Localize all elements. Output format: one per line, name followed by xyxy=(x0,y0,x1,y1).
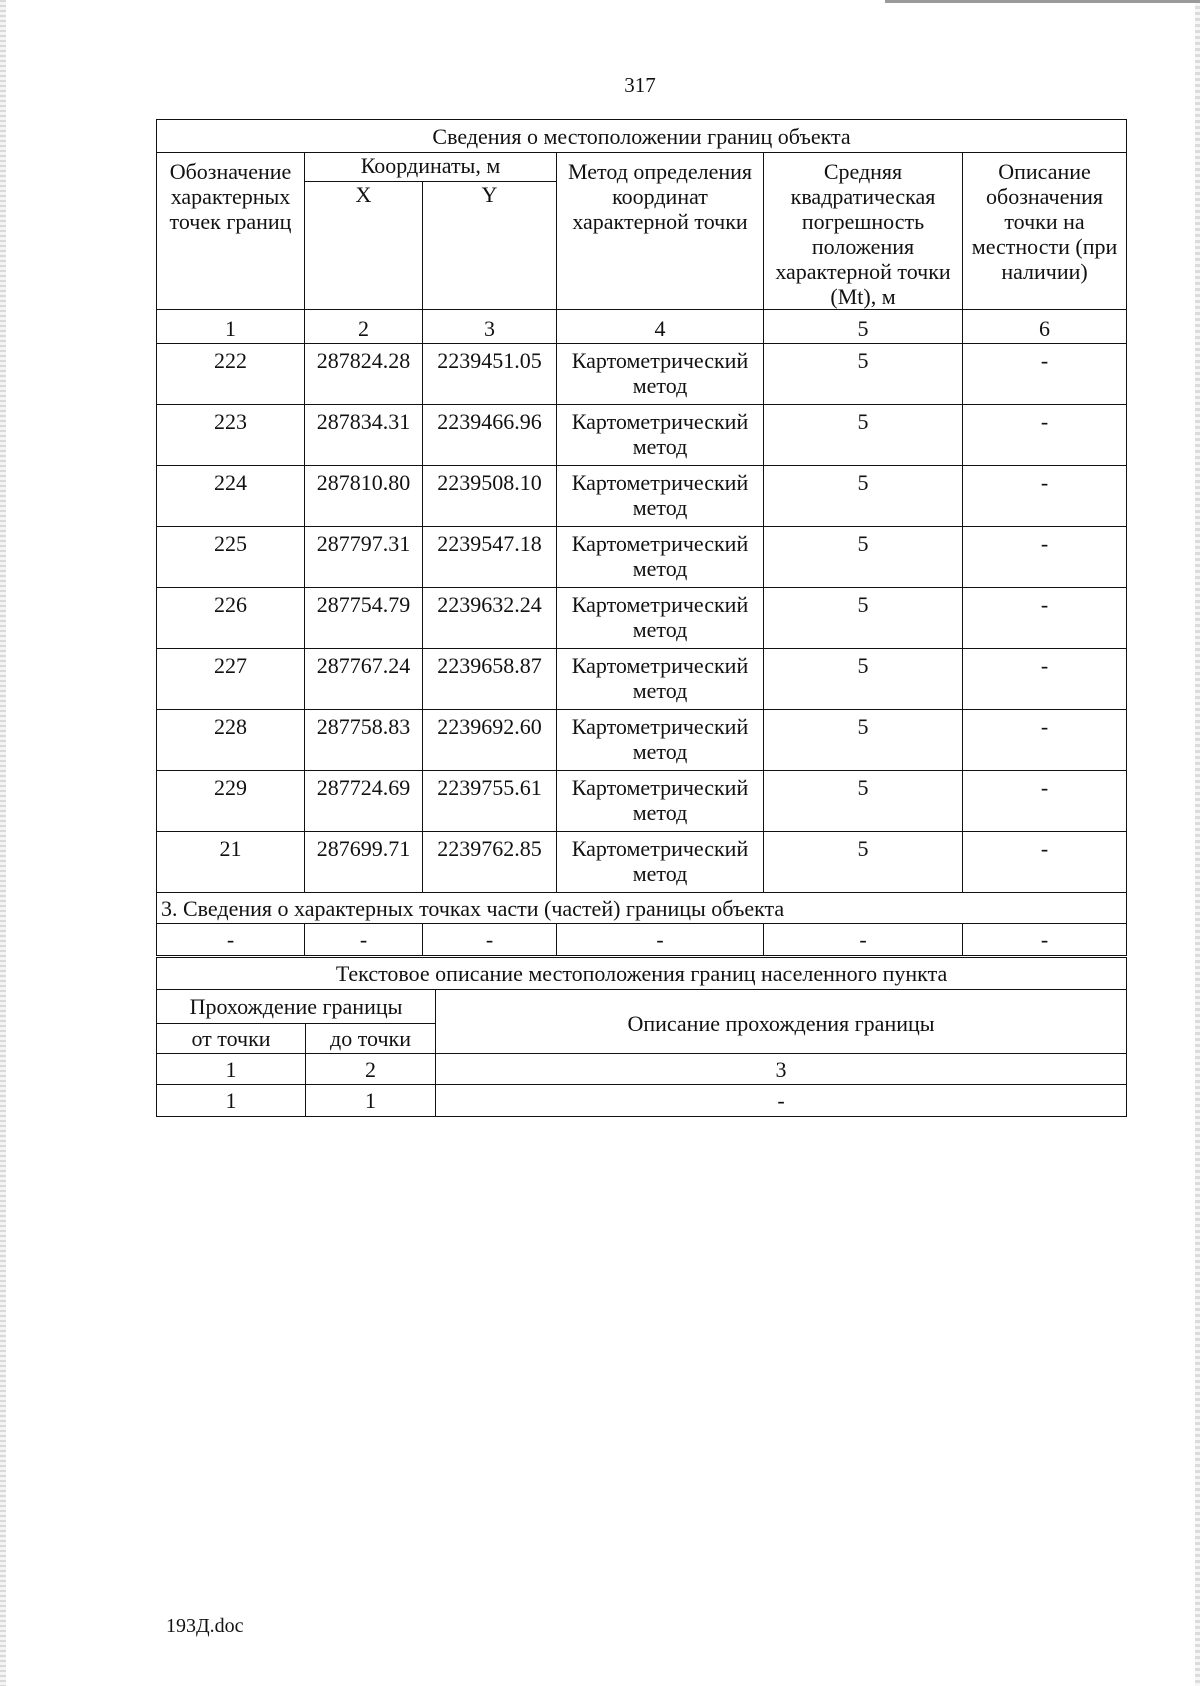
empty-cell: - xyxy=(423,924,557,956)
header-error: Средняя квадратическая погрешность положения характерной точки (Mt), м xyxy=(764,153,963,310)
section-3-title: 3. Сведения о характерных точках части (частей) границы объекта xyxy=(157,893,1127,924)
coord-y: 2239466.96 xyxy=(423,405,557,466)
coord-x: 287797.31 xyxy=(305,527,423,588)
method-text: Картометрический метод xyxy=(571,409,749,459)
method xyxy=(557,710,764,771)
method xyxy=(557,588,764,649)
empty-cell: - xyxy=(305,924,423,956)
point-id: 223 xyxy=(157,405,305,466)
scan-top-edge xyxy=(885,0,1200,3)
coord-x: 287767.24 xyxy=(305,649,423,710)
coord-y: 2239658.87 xyxy=(423,649,557,710)
header-from-point: от точки xyxy=(157,1024,306,1054)
method xyxy=(557,527,764,588)
error: 5 xyxy=(764,771,963,832)
point-id: 225 xyxy=(157,527,305,588)
method xyxy=(557,771,764,832)
table-row xyxy=(157,771,1127,832)
method xyxy=(557,405,764,466)
document-filename: 193Д.doc xyxy=(166,1615,244,1637)
table-row xyxy=(157,832,1127,893)
coord-y: 2239762.85 xyxy=(423,832,557,893)
header-point: Обозначение характерных точек границ xyxy=(157,153,305,310)
coord-x: 287699.71 xyxy=(305,832,423,893)
point-id: 228 xyxy=(157,710,305,771)
coord-x: 287758.83 xyxy=(305,710,423,771)
point-description: - xyxy=(963,344,1127,405)
method xyxy=(557,649,764,710)
scan-left-edge xyxy=(0,0,6,1686)
column-number: 2 xyxy=(306,1054,436,1085)
scan-right-edge xyxy=(1195,0,1200,1686)
column-number: 3 xyxy=(423,310,557,344)
coord-x: 287724.69 xyxy=(305,771,423,832)
method-text: Картометрический метод xyxy=(571,592,749,642)
coord-y: 2239547.18 xyxy=(423,527,557,588)
coord-x: 287810.80 xyxy=(305,466,423,527)
header-to-point: до точки xyxy=(306,1024,436,1054)
column-number: 2 xyxy=(305,310,423,344)
method-text: Картометрический метод xyxy=(571,470,749,520)
coord-x: 287754.79 xyxy=(305,588,423,649)
method xyxy=(557,344,764,405)
error: 5 xyxy=(764,466,963,527)
header-x: X xyxy=(305,182,423,310)
coord-y: 2239755.61 xyxy=(423,771,557,832)
method-text: Картометрический метод xyxy=(571,836,749,886)
point-id: 229 xyxy=(157,771,305,832)
empty-cell: - xyxy=(764,924,963,956)
point-id: 21 xyxy=(157,832,305,893)
point-id: 226 xyxy=(157,588,305,649)
coord-y: 2239508.10 xyxy=(423,466,557,527)
header-y: Y xyxy=(423,182,557,310)
header-method: Метод определения координат характерной точки xyxy=(557,153,764,310)
error: 5 xyxy=(764,649,963,710)
header-passage-description: Описание прохождения границы xyxy=(436,990,1127,1054)
to-point: 1 xyxy=(306,1085,436,1117)
column-number: 3 xyxy=(436,1054,1127,1085)
table-title: Сведения о местоположении границ объекта xyxy=(157,120,1127,153)
passage-description: - xyxy=(436,1085,1127,1117)
column-number: 1 xyxy=(157,1054,306,1085)
method-text: Картометрический метод xyxy=(571,531,749,581)
point-description: - xyxy=(963,710,1127,771)
header-passage: Прохождение границы xyxy=(157,990,436,1024)
method-text: Картометрический метод xyxy=(571,653,749,703)
point-description: - xyxy=(963,588,1127,649)
from-point: 1 xyxy=(157,1085,306,1117)
coord-y: 2239632.24 xyxy=(423,588,557,649)
method xyxy=(557,832,764,893)
point-description: - xyxy=(963,466,1127,527)
point-description: - xyxy=(963,832,1127,893)
point-id: 222 xyxy=(157,344,305,405)
table-row xyxy=(157,588,1127,649)
text-description-table xyxy=(156,957,1127,1117)
error: 5 xyxy=(764,832,963,893)
error: 5 xyxy=(764,344,963,405)
error: 5 xyxy=(764,405,963,466)
column-number: 5 xyxy=(764,310,963,344)
method xyxy=(557,466,764,527)
header-description: Описание обозначения точки на местности (при наличии) xyxy=(963,153,1127,310)
table-title: Текстовое описание местоположения границ населенного пункта xyxy=(157,958,1127,990)
table-row xyxy=(157,649,1127,710)
empty-cell: - xyxy=(157,924,305,956)
column-number: 6 xyxy=(963,310,1127,344)
table-row xyxy=(157,344,1127,405)
error: 5 xyxy=(764,588,963,649)
point-id: 224 xyxy=(157,466,305,527)
table-row xyxy=(157,1085,1127,1117)
coord-y: 2239692.60 xyxy=(423,710,557,771)
empty-cell: - xyxy=(963,924,1127,956)
page-number: 317 xyxy=(624,73,656,97)
table-row xyxy=(157,924,1127,956)
coord-x: 287834.31 xyxy=(305,405,423,466)
point-description: - xyxy=(963,649,1127,710)
error: 5 xyxy=(764,710,963,771)
coord-y: 2239451.05 xyxy=(423,344,557,405)
point-description: - xyxy=(963,405,1127,466)
method-text: Картометрический метод xyxy=(571,348,749,398)
point-description: - xyxy=(963,527,1127,588)
table-row xyxy=(157,710,1127,771)
header-coords: Координаты, м xyxy=(305,153,557,182)
column-number: 4 xyxy=(557,310,764,344)
error: 5 xyxy=(764,527,963,588)
table-row xyxy=(157,405,1127,466)
boundary-coordinates-table xyxy=(156,119,1127,956)
column-number: 1 xyxy=(157,310,305,344)
table-row xyxy=(157,466,1127,527)
coord-x: 287824.28 xyxy=(305,344,423,405)
point-description: - xyxy=(963,771,1127,832)
method-text: Картометрический метод xyxy=(571,775,749,825)
table-row xyxy=(157,527,1127,588)
method-text: Картометрический метод xyxy=(571,714,749,764)
point-id: 227 xyxy=(157,649,305,710)
empty-cell: - xyxy=(557,924,764,956)
